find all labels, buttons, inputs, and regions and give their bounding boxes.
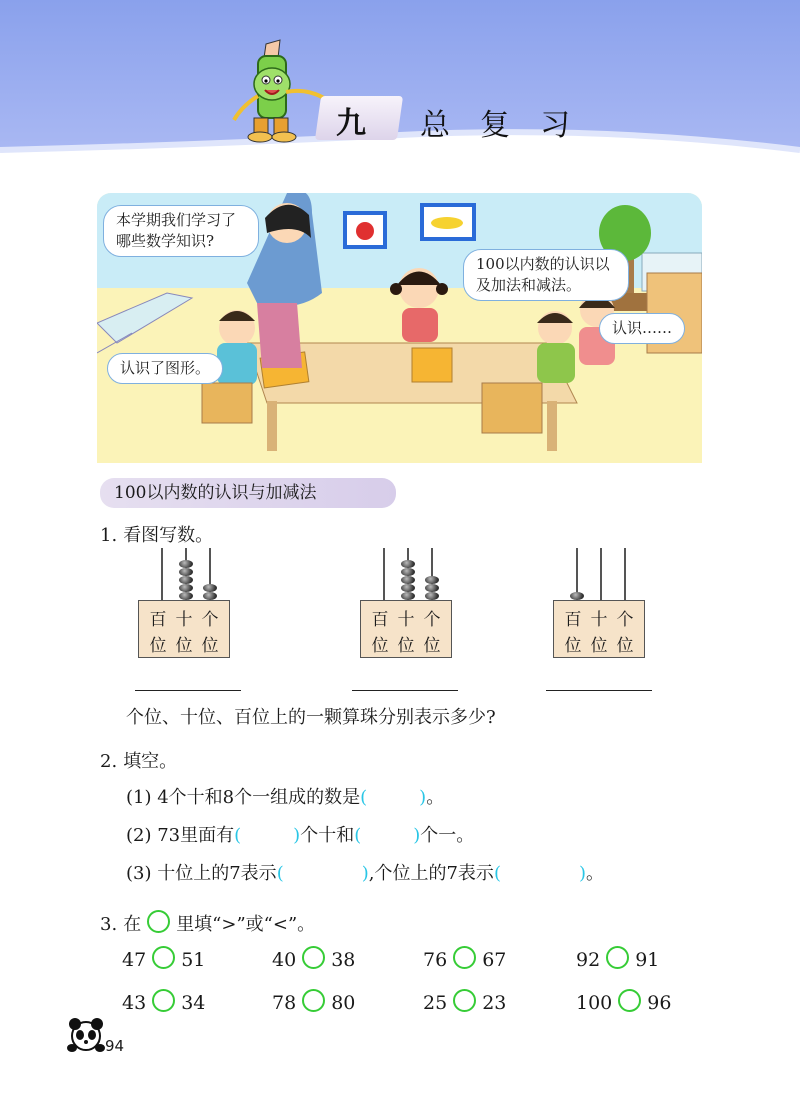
blank-open-paren[interactable]: ( [354,825,362,846]
header-banner [0,0,800,160]
abacus-bead [401,568,415,576]
compare-right-number: 96 [647,992,672,1014]
abacus [133,548,233,664]
comparison-item [423,946,506,971]
compare-left-number: 40 [272,949,297,971]
item-text: ,个位上的7表示 [368,863,494,884]
abacus-bead [179,560,193,568]
question-number: 3. [100,914,118,935]
abacus-bead [425,592,439,600]
abacus-bead [203,584,217,592]
comparison-item [423,989,506,1014]
answer-blank[interactable] [546,690,652,691]
blank-close-paren[interactable]: ) [361,863,369,884]
place-label: 十 [175,610,193,630]
abacus-place-box [138,600,230,658]
item-text: 4个十和8个一组成的数是 [157,787,361,808]
comparison-item [122,946,205,971]
place-label: 个 [201,610,219,630]
blank-close-paren[interactable]: ) [293,825,301,846]
abacus-rod [600,548,602,602]
item-label: (2) [126,825,152,846]
place-label-suffix: 位 [564,636,582,656]
abacus-rod [383,548,385,602]
compare-left-number: 92 [576,949,601,971]
abacus-bead [179,576,193,584]
compare-circle-blank[interactable] [302,989,325,1012]
place-label-suffix: 位 [371,636,389,656]
chapter-header [0,0,800,160]
classroom-illustration [97,193,702,463]
abacus-rod [161,548,163,602]
place-label: 百 [564,610,582,630]
compare-right-number: 23 [482,992,507,1014]
speech-bubble-teacher: 本学期我们学习了哪些数学知识? [103,205,259,257]
speech-bubble-girl-middle: 100以内数的认识以及加法和减法。 [463,249,629,301]
compare-left-number: 76 [423,949,448,971]
item-text: 73里面有 [157,825,235,846]
abacus-bead [425,576,439,584]
question-3-prompt [100,910,315,937]
compare-circle-blank[interactable] [618,989,641,1012]
compare-circle-blank[interactable] [302,946,325,969]
place-label-suffix: 位 [590,636,608,656]
question-1-prompt [100,524,213,548]
blank-open-paren[interactable]: ( [234,825,242,846]
chapter-number: 九 [336,106,366,141]
place-label: 十 [397,610,415,630]
abacus-bead [179,592,193,600]
abacus-bead [401,560,415,568]
item-text: 。 [426,787,445,808]
place-label-suffix: 位 [149,636,167,656]
abacus-bead [570,592,584,600]
section-title: 100以内数的认识与加减法 [100,478,396,508]
abacus-rod [624,548,626,602]
compare-circle-blank[interactable] [453,989,476,1012]
abacus-bead [203,592,217,600]
blank-open-paren[interactable]: ( [360,787,368,808]
compare-right-number: 80 [331,992,356,1014]
abacus-place-box [553,600,645,658]
question-2-prompt [100,750,177,774]
speech-bubble-girl-right: 认识…… [599,313,685,344]
abacus-place-box [360,600,452,658]
place-label-suffix: 位 [616,636,634,656]
item-label: (1) [126,787,152,808]
compare-left-number: 100 [576,992,613,1014]
question-2-item-2 [126,824,474,848]
compare-right-number: 51 [181,949,206,971]
blank-open-paren[interactable]: ( [276,863,284,884]
compare-circle-blank[interactable] [453,946,476,969]
answer-blank[interactable] [352,690,458,691]
compare-left-number: 47 [122,949,147,971]
item-label: (3) [126,863,152,884]
compare-circle-blank[interactable] [152,946,175,969]
place-label: 百 [371,610,389,630]
place-label: 个 [423,610,441,630]
item-text: 个一。 [420,825,475,846]
blank-close-paren[interactable]: ) [413,825,421,846]
blank-open-paren[interactable]: ( [493,863,501,884]
place-label-suffix: 位 [397,636,415,656]
abacus-bead [401,584,415,592]
abacus-bead [425,584,439,592]
compare-right-number: 34 [181,992,206,1014]
abacus-bead [401,592,415,600]
compare-right-number: 38 [331,949,356,971]
compare-left-number: 25 [423,992,448,1014]
item-text: 个十和 [300,825,355,846]
compare-left-number: 78 [272,992,297,1014]
comparison-item [576,946,659,971]
abacus [548,548,648,664]
item-text: 十位上的7表示 [157,863,277,884]
compare-circle-blank[interactable] [152,989,175,1012]
compare-right-number: 67 [482,949,507,971]
speech-bubble-boy-left: 认识了图形。 [107,353,223,384]
abacus [355,548,455,664]
place-label-suffix: 位 [201,636,219,656]
compare-right-number: 91 [635,949,660,971]
question-number: 1. [100,525,118,546]
answer-blank[interactable] [135,690,241,691]
place-label-suffix: 位 [423,636,441,656]
chapter-title: 总复习 [420,108,600,143]
abacus-bead [401,576,415,584]
comparison-item [576,989,671,1014]
question-1-followup: 个位、十位、百位上的一颗算珠分别表示多少? [126,707,496,728]
place-label: 个 [616,610,634,630]
abacus-bead [179,568,193,576]
blank-close-paren[interactable]: ) [419,787,427,808]
compare-circle-blank[interactable] [606,946,629,969]
place-label-suffix: 位 [175,636,193,656]
comparison-item [272,989,355,1014]
question-number: 2. [100,751,118,772]
item-text: 。 [586,863,604,884]
question-text: 里填“>”或“<”。 [176,914,316,935]
question-text: 填空。 [123,751,178,772]
question-2-item-1 [126,786,444,810]
question-2-item-3 [126,862,604,886]
place-label: 十 [590,610,608,630]
question-text: 看图写数。 [123,525,214,546]
panda-icon [66,1014,106,1056]
place-label: 百 [149,610,167,630]
blank-close-paren[interactable]: ) [578,863,586,884]
abacus-bead [179,584,193,592]
comparison-item [272,946,355,971]
compare-left-number: 43 [122,992,147,1014]
page-number: 94 [105,1037,125,1055]
question-text: 在 [123,914,142,935]
comparison-item [122,989,205,1014]
circle-blank-icon [147,910,170,933]
